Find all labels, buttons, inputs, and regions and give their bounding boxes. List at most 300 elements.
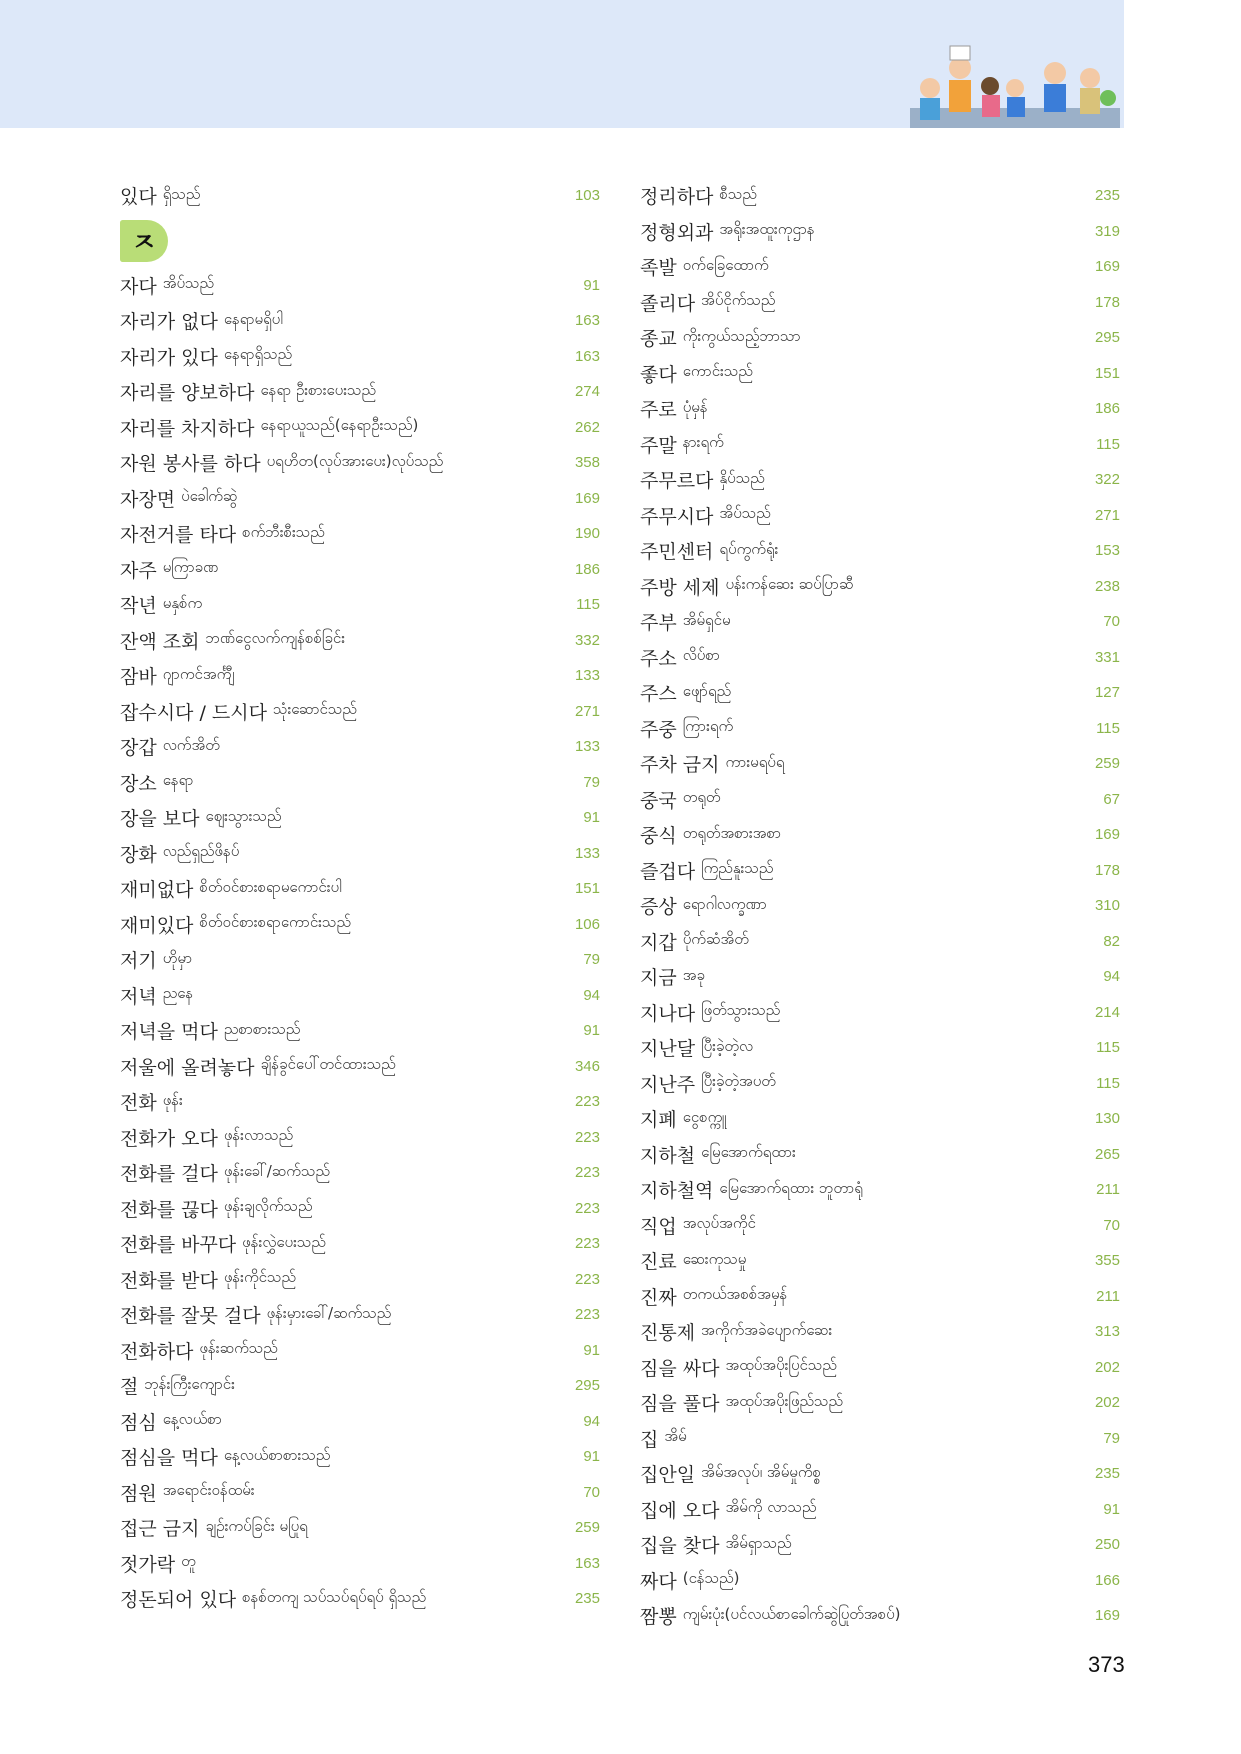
korean-term: 진짜 [640,1286,677,1309]
index-entry [120,1510,600,1546]
korean-term: 주말 [640,434,677,457]
page-reference: 322 [1094,471,1120,488]
index-entry [120,836,600,872]
index-entry [640,178,1120,214]
page-reference: 202 [1094,1358,1120,1376]
page-reference: 223 [574,1164,600,1181]
index-entry [640,1456,1120,1492]
page-reference: 178 [1094,293,1120,311]
page-reference: 115 [576,596,600,613]
korean-term: 즐겁다 [640,860,696,883]
myanmar-translation: ပန်းကန်ဆေး ဆပ်ပြာဆီ [725,575,854,594]
korean-term: 절 [120,1376,139,1399]
index-entry [120,178,600,214]
myanmar-translation: မြေအောက်ရထား ဘူတာရုံ [719,1178,863,1197]
page-reference: 259 [574,1519,600,1536]
myanmar-translation: အိမ်ရှာသည် [725,1533,792,1552]
korean-term: 족발 [640,257,677,280]
index-entry [120,339,600,375]
korean-term: 짐을 싸다 [640,1357,720,1380]
myanmar-translation: မြေအောက်ရထား [701,1143,796,1162]
korean-term: 주부 [640,612,677,635]
page-reference: 271 [574,702,600,720]
index-entry [640,285,1120,321]
page-reference: 163 [574,347,600,365]
myanmar-translation: ဖျော်ရည် [682,681,732,700]
page-reference: 223 [574,1270,600,1288]
index-entry [640,391,1120,427]
korean-term: 짜다 [640,1570,677,1593]
section-header [120,214,600,268]
korean-term: 증상 [640,896,677,919]
myanmar-translation: ကောင်းသည် [682,362,753,381]
myanmar-translation: နေရာရှိသည် [223,345,293,364]
myanmar-translation: ဝက်ခြေထောက် [682,255,769,274]
korean-term: 전화를 걸다 [120,1163,218,1186]
index-entry [120,907,600,943]
korean-term: 재미있다 [120,914,194,937]
page-reference: 271 [1094,506,1120,524]
myanmar-translation: စိတ်ဝင်စားစရာကောင်းသည် [199,913,351,932]
index-entry [120,1084,600,1120]
korean-term: 중국 [640,789,677,812]
myanmar-translation: အရောင်းဝန်ထမ်း [162,1481,255,1500]
page-reference: 223 [574,1093,600,1110]
korean-term: 잡수시다 / 드시다 [120,701,267,724]
index-entry [640,356,1120,392]
myanmar-translation: အရိုးအထူးကုဌာန [719,220,815,239]
page-reference: 163 [574,1554,600,1572]
myanmar-translation: ဖုန်းကိုင်သည် [223,1268,296,1287]
page-reference: 79 [583,951,600,968]
myanmar-translation: အိပ်ငိုက်သည် [701,291,776,310]
myanmar-translation: ပြီးခဲ့တဲ့အပတ် [701,1072,776,1091]
korean-term: 자주 [120,559,157,582]
index-entry [120,694,600,730]
page-reference: 186 [1094,400,1120,417]
index-entry [640,604,1120,640]
page-reference: 214 [1094,1003,1120,1021]
myanmar-translation: တရုတ်အစားအစာ [682,823,782,842]
index-entry [120,445,600,481]
index-entry [640,1279,1120,1315]
index-entry [640,214,1120,250]
page-reference: 91 [583,1022,600,1039]
page-reference: 223 [574,1306,600,1323]
page-reference: 82 [1103,932,1120,950]
index-entry [120,481,600,517]
index-entry [640,569,1120,605]
korean-term: 전화 [120,1092,157,1115]
korean-term: 주방 세제 [640,576,720,599]
myanmar-translation: ရှိသည် [162,184,201,203]
page-reference: 274 [574,383,600,400]
korean-term: 장소 [120,772,157,795]
korean-term: 저기 [120,950,157,973]
index-entry [640,888,1120,924]
index-entry [120,552,600,588]
index-entry [640,711,1120,747]
myanmar-translation: လည်ရှည်ဖိနပ် [162,842,240,861]
index-entry [640,1385,1120,1421]
myanmar-translation: စနစ်တကျ သပ်သပ်ရပ်ရပ် ရှိသည် [242,1587,427,1606]
index-entry [120,516,600,552]
korean-term: 주민센터 [640,541,714,564]
korean-term: 잔액 조회 [120,630,200,653]
myanmar-translation: ဖုန်းချလိုက်သည် [223,1197,313,1216]
korean-term: 저녁을 먹다 [120,1021,218,1044]
index-entry [120,1155,600,1191]
korean-term: 자원 봉사를 하다 [120,453,261,476]
myanmar-translation: ပိုက်ဆံအိတ် [682,930,749,949]
page-reference: 133 [574,738,600,755]
index-entry [640,924,1120,960]
myanmar-translation: အိပ်သည် [162,274,215,293]
korean-term: 진료 [640,1251,677,1274]
index-entry [120,303,600,339]
page-reference: 223 [574,1199,600,1217]
page-reference: 151 [574,880,600,897]
index-entry [120,978,600,1014]
myanmar-translation: နေရာယူသည်(နေရာဦးသည်) [260,416,419,435]
page-reference: 238 [1094,577,1120,595]
myanmar-translation: အထုပ်အပိုးဖြည်သည် [725,1391,844,1410]
myanmar-translation: ချဉ်းကပ်ခြင်း မပြုရ [205,1516,308,1535]
myanmar-translation: စက်ဘီးစီးသည် [242,522,325,541]
index-entry [640,1527,1120,1563]
myanmar-translation: ပဲခေါက်ဆွဲ [181,487,238,506]
page-reference: 133 [574,667,600,684]
page-reference: 259 [1094,755,1120,772]
korean-term: 저녁 [120,985,157,1008]
korean-term: 자장면 [120,488,176,511]
korean-term: 자리를 차지하다 [120,417,255,440]
page-reference: 133 [574,844,600,862]
page-reference: 79 [1103,1429,1120,1447]
korean-term: 짐을 풀다 [640,1393,720,1416]
page-reference: 70 [1103,1216,1120,1234]
korean-term: 집안일 [640,1464,696,1487]
korean-term: 직업 [640,1215,677,1238]
index-entry [640,995,1120,1031]
page-reference: 79 [583,773,600,791]
myanmar-translation: တရုတ် [682,788,721,807]
korean-term: 정리하다 [640,186,714,209]
korean-term: 지하철역 [640,1180,714,1203]
page-reference: 313 [1094,1323,1120,1340]
page-reference: 178 [1094,861,1120,879]
index-entry [640,1030,1120,1066]
page-reference: 91 [583,809,600,826]
myanmar-translation: ပရဟိတ(လုပ်အားပေး)လုပ်သည် [266,451,444,470]
korean-term: 집을 찾다 [640,1535,720,1558]
myanmar-translation: လိပ်စာ [682,646,720,665]
page-reference: 130 [1094,1110,1120,1127]
page-reference: 91 [583,276,600,294]
korean-term: 점심 [120,1411,157,1434]
page-reference: 310 [1094,897,1120,914]
myanmar-translation: ဖြတ်သွားသည် [701,1001,781,1020]
myanmar-translation: ဈေးသွားသည် [205,806,282,825]
page-reference: 94 [1103,968,1120,985]
myanmar-translation: ဖုန်းလွှဲပေးသည် [242,1232,326,1251]
index-entry [120,1297,600,1333]
page-reference: 332 [574,631,600,649]
myanmar-translation: မကြာခဏ [162,558,219,577]
korean-term: 지하철 [640,1144,696,1167]
page-reference: 169 [1094,826,1120,843]
myanmar-translation: ကားမရပ်ရ [725,752,785,771]
myanmar-translation: သုံးဆောင်သည် [272,700,357,719]
korean-term: 종교 [640,328,677,351]
index-entry [120,1049,600,1085]
page-reference: 250 [1094,1536,1120,1553]
index-entry [120,942,600,978]
myanmar-translation: ဖုန်းမှားခေါ်/ဆက်သည် [266,1303,392,1322]
index-entry [640,817,1120,853]
page-reference: 211 [1096,1287,1120,1305]
korean-term: 주차 금지 [640,754,720,777]
page-reference: 235 [1094,1465,1120,1482]
index-entry [640,249,1120,285]
index-entry [640,427,1120,463]
korean-term: 지폐 [640,1109,677,1132]
korean-term: 정형외과 [640,221,714,244]
korean-term: 전화하다 [120,1340,194,1363]
index-entry [120,1439,600,1475]
myanmar-translation: နေရာမရှိပါ [223,309,283,328]
myanmar-translation: ဂျာကင်အင်္ကျီ [162,664,235,683]
index-entry [120,410,600,446]
index-entry [120,800,600,836]
index-entry [640,853,1120,889]
index-entry [640,533,1120,569]
index-entry [640,1314,1120,1350]
page-reference: 153 [1094,542,1120,559]
korean-term: 지난달 [640,1038,696,1061]
page-number: 373 [1088,1652,1125,1677]
page-reference: 355 [1094,1252,1120,1269]
page-reference: 70 [583,1483,600,1501]
korean-term: 점심을 먹다 [120,1447,218,1470]
korean-term: 점원 [120,1482,157,1505]
page-reference: 235 [1094,187,1120,204]
korean-term: 주소 [640,647,677,670]
korean-term: 주스 [640,683,677,706]
page-reference: 186 [574,560,600,578]
myanmar-translation: ရပ်ကွက်ရုံး [719,539,779,558]
korean-term: 중식 [640,825,677,848]
myanmar-translation: နေ့လယ်စာ [162,1410,222,1429]
korean-term: 좋다 [640,363,677,386]
myanmar-translation: နှိပ်သည် [719,468,765,487]
korean-term: 전화를 잘못 걸다 [120,1305,261,1328]
myanmar-translation: ဖုန်းဆက်သည် [199,1339,278,1358]
myanmar-translation: ကြည်နူးသည် [701,859,774,878]
page-reference: 235 [574,1590,600,1607]
page-reference: 163 [574,312,600,329]
myanmar-translation: ရောဂါလက္ခဏာ [682,894,767,913]
myanmar-translation: အိပ်သည် [719,504,771,523]
index-entry [120,1333,600,1369]
page-reference: 67 [1103,790,1120,808]
korean-term: 장을 보다 [120,808,200,831]
page-reference: 169 [574,489,600,507]
myanmar-translation: မနှစ်က [162,593,203,612]
index-entry [640,1101,1120,1137]
korean-term: 자리를 양보하다 [120,382,255,405]
page-reference: 331 [1094,648,1120,666]
index-entry [120,765,600,801]
page-reference: 262 [574,418,600,436]
korean-term: 자전거를 타다 [120,524,237,547]
myanmar-translation: ဟိုမှာ [162,948,193,967]
korean-term: 재미없다 [120,879,194,902]
index-entry [640,1492,1120,1528]
index-entry [640,1243,1120,1279]
korean-term: 지난주 [640,1073,696,1096]
page-reference: 295 [1094,329,1120,346]
korean-term: 전화를 받다 [120,1269,218,1292]
page-reference: 346 [574,1057,600,1075]
korean-term: 집 [640,1428,659,1451]
myanmar-translation: လက်အိတ် [162,735,220,754]
korean-term: 자리가 있다 [120,346,218,369]
page-reference: 169 [1094,1607,1120,1624]
myanmar-translation: နေ့လယ်စာစားသည် [223,1445,331,1464]
myanmar-translation: ဖုန်းခေါ်/ဆက်သည် [223,1161,330,1180]
myanmar-translation: အိမ်ရှင်မ [682,610,731,629]
myanmar-translation: နေရာ ဦးစားပေးသည် [260,380,377,399]
index-entry [640,1066,1120,1102]
index-entry [120,587,600,623]
myanmar-translation: ညနေ [162,984,194,1003]
index-entry [640,1421,1120,1457]
page-reference: 115 [1096,719,1120,737]
index-entry [120,374,600,410]
page-reference: 265 [1094,1145,1120,1163]
index-entry [120,1581,600,1617]
korean-term: 장화 [120,843,157,866]
index-entry [120,1546,600,1582]
index-entry [120,1475,600,1511]
korean-term: 자리가 없다 [120,311,218,334]
myanmar-translation: ဖုန်း [162,1090,183,1109]
myanmar-translation: ဆေးကုသမှု [682,1249,747,1268]
korean-term: 저울에 올려놓다 [120,1056,255,1079]
myanmar-translation: ချိန်ခွင်ပေါ်တင်ထားသည် [260,1055,396,1074]
page-reference: 70 [1103,613,1120,630]
myanmar-translation: စိတ်ဝင်စားစရာမကောင်းပါ [199,877,342,896]
korean-term: 잠바 [120,666,157,689]
myanmar-translation: ပြီးခဲ့တဲ့လ [701,1036,754,1055]
myanmar-translation: အထုပ်အပိုးပြင်သည် [725,1356,837,1375]
myanmar-translation: အိမ်အလုပ်၊ အိမ်မှုကိစ္စ [701,1462,821,1481]
index-entry [120,1226,600,1262]
korean-term: 작년 [120,595,157,618]
myanmar-translation: နေရာ [162,771,194,790]
index-column-left [120,178,600,1617]
korean-term: 전화를 바꾸다 [120,1234,237,1257]
korean-term: 자다 [120,275,157,298]
page-reference: 223 [574,1128,600,1146]
myanmar-translation: ဘဏ်ငွေလက်ကျန်စစ်ခြင်း [205,629,346,648]
page-reference: 91 [583,1341,600,1359]
page-reference: 223 [574,1235,600,1252]
korean-term: 주무르다 [640,470,714,493]
people-cooking-illustration [900,38,1124,128]
index-entry [120,1368,600,1404]
index-entry [640,675,1120,711]
index-entry [120,1191,600,1227]
index-entry [120,1404,600,1440]
page-reference: 103 [574,187,600,204]
page-reference: 169 [1094,258,1120,275]
index-entry [120,268,600,304]
myanmar-translation: (ငန်သည်) [682,1569,740,1588]
page-reference: 319 [1094,222,1120,240]
korean-term: 집에 오다 [640,1499,720,1522]
page-reference: 166 [1094,1571,1120,1589]
section-letter-badge: ㅈ [120,220,168,262]
korean-term: 있다 [120,186,157,209]
myanmar-translation: အိမ်ကို လာသည် [725,1498,817,1517]
korean-term: 젓가락 [120,1553,176,1576]
myanmar-translation: ဘုန်းကြီးကျောင်း [144,1374,235,1393]
index-entry [120,729,600,765]
korean-term: 전화가 오다 [120,1127,218,1150]
index-entry [120,658,600,694]
index-entry [640,959,1120,995]
index-entry [640,462,1120,498]
myanmar-translation: ပုံမှန် [682,397,708,416]
korean-term: 전화를 끊다 [120,1198,218,1221]
myanmar-translation: အိမ် [664,1427,687,1446]
myanmar-translation: ညစာစားသည် [223,1019,301,1038]
index-entry [640,1350,1120,1386]
index-entry [640,1208,1120,1244]
index-entry [640,746,1120,782]
korean-term: 정돈되어 있다 [120,1589,237,1612]
page-reference: 358 [574,454,600,471]
index-column-right [640,178,1120,1634]
page-reference: 91 [583,1448,600,1465]
index-entry [640,1137,1120,1173]
myanmar-translation: ကိုးကွယ်သည့်ဘာသာ [682,326,801,345]
page-reference: 295 [574,1377,600,1394]
myanmar-translation: အကိုက်အခဲပျောက်ဆေး [701,1320,833,1339]
index-entry [640,1172,1120,1208]
page-reference: 211 [1096,1181,1120,1198]
myanmar-translation: ကျမ်းပုံး(ပင်လယ်စာခေါက်ဆွဲပြုတ်အစပ်) [682,1604,901,1623]
myanmar-translation: ဖုန်းလာသည် [223,1126,294,1145]
myanmar-translation: အလုပ်အကိုင် [682,1214,756,1233]
korean-term: 지금 [640,967,677,990]
index-entry [120,1013,600,1049]
index-entry [640,1598,1120,1634]
index-entry [120,871,600,907]
korean-term: 지나다 [640,1002,696,1025]
page-reference: 115 [1096,435,1120,453]
page-reference: 94 [583,1412,600,1430]
myanmar-translation: ငွေစက္ကူ [682,1107,727,1126]
myanmar-translation: စီသည် [719,184,757,203]
page-reference: 127 [1094,684,1120,701]
page-reference: 94 [583,986,600,1004]
page-reference: 115 [1096,1074,1120,1092]
myanmar-translation: နားရက် [682,433,724,452]
korean-term: 주무시다 [640,505,714,528]
